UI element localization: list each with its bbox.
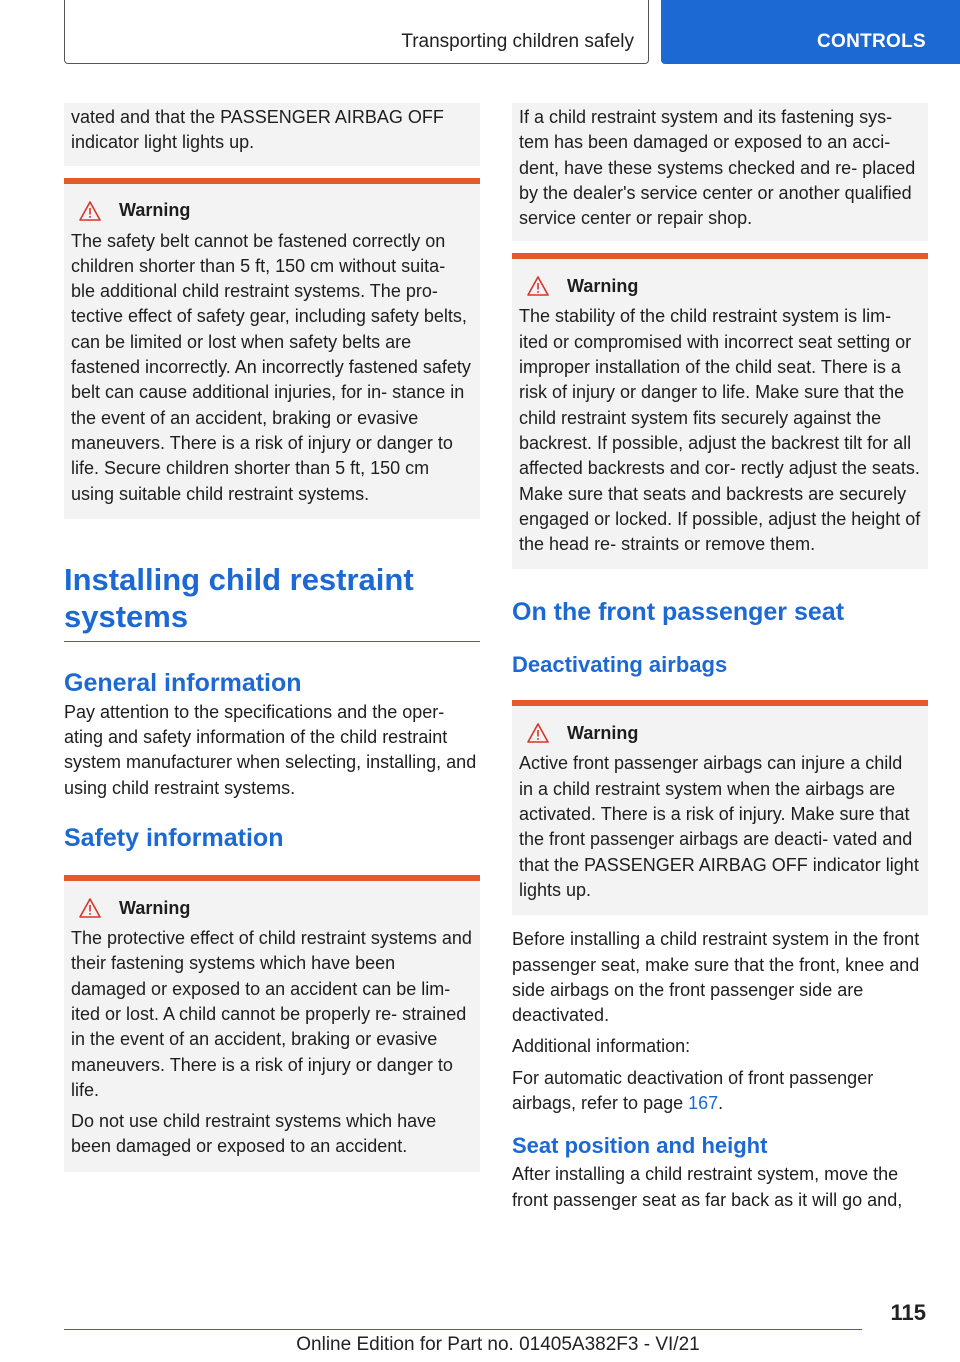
continued-text: If a child restraint system and its fastening sys- tem has been damaged or exposed to an acci- dent, have these systems checked and re- placed by the dealer's service center or another qualified service center or repair shop.	[519, 107, 916, 229]
warning-text: Active front passenger airbags can injure a child in a child restraint system when the airbags are activated. There is a risk of injury. Make sure that the front passenger airbags are deacti- vated and that the PASSENGER AIRBAG OFF indicator light lights up.	[519, 753, 919, 900]
left-column	[64, 103, 480, 1172]
warning-triangle-icon	[527, 723, 549, 743]
warning-triangle-icon	[527, 276, 549, 296]
header-section-tab	[64, 0, 649, 64]
warning-label: Warning	[567, 722, 639, 743]
header-chapter-tab	[661, 0, 960, 64]
auto-text-pre: For automatic deactivation of front passenger airbags, refer to page	[512, 1067, 874, 1114]
warning-text: Do not use child restraint systems which have been damaged or exposed to an accident.	[71, 1111, 437, 1157]
right-column	[512, 103, 928, 1213]
section-title: Transporting children safely	[401, 31, 634, 52]
chapter-title: CONTROLS	[816, 31, 926, 52]
warning-text: The safety belt cannot be fastened correctly on children shorter than 5 ft, 150 cm without suita- ble additional child restraint systems. The pro- tective effect of safety gear, including safety belts, can be limited or lost when safety belts are fastened incorrectly. An incorrectly fastened safety belt can cause additional injuries, for in- stance in the event of an accident, braking or evasive maneuvers. There is a risk of injury or danger to life. Secure children shorter than 5 ft, 150 cm using suitable child restraint systems.	[71, 230, 471, 504]
before-installing-text: Before installing a child restraint system in the front passenger seat, make sure that the front, knee and side airbags on the front passenger side are deactivated.	[512, 929, 920, 1026]
footer-edition: Online Edition for Part no. 01405A382F3 - VI/21	[296, 1334, 700, 1355]
additional-info-label: Additional information:	[512, 1036, 691, 1057]
heading-safety-information: Safety information	[64, 824, 284, 853]
warning-triangle-icon	[79, 898, 101, 918]
warning-box-stability	[512, 253, 928, 569]
warning-text: The protective effect of child restraint systems and their fastening systems which have been damaged or exposed to an accident can be lim- ited or lost. A child cannot be properly re- strained in the event of an accident, braking or evasive maneuvers. There is a risk of injury or danger to life.	[71, 928, 472, 1100]
page-link-167[interactable]: 167	[688, 1093, 719, 1114]
warning-box-damaged-restraints	[64, 875, 480, 1172]
warning-triangle-icon	[79, 201, 101, 221]
page-number: 115	[890, 1300, 926, 1325]
continued-warning-box	[64, 103, 480, 166]
heading-seat-position-height: Seat position and height	[512, 1133, 768, 1159]
general-information-text: Pay attention to the specifications and the oper- ating and safety information of the child restraint system manufacturer when selecting, installing, and using child restraint systems.	[64, 701, 477, 798]
heading-general-information: General information	[64, 668, 302, 697]
warning-box-active-airbags	[512, 700, 928, 915]
heading-deactivating-airbags: Deactivating airbags	[512, 652, 728, 678]
heading-installing-child-restraint: Installing child restraint systems	[64, 561, 480, 642]
warning-text: The stability of the child restraint system is lim- ited or compromised with incorrect seat setting or improper installation of the child seat. There is a risk of injury or danger to life. Make sure that the child restraint system fits securely against the backrest. If possible, adjust the backrest tilt for all affected backrests and cor- rectly adjust the seats. Make sure that seats and backrests are securely engaged or locked. If possible, adjust the height of the head re- straints or remove them.	[519, 306, 921, 555]
warning-label: Warning	[567, 275, 639, 296]
continued-text: vated and that the PASSENGER AIRBAG OFF indicator light lights up.	[71, 107, 444, 153]
heading-front-passenger-seat: On the front passenger seat	[512, 598, 845, 627]
automatic-deactivation-text	[512, 1066, 928, 1117]
warning-label: Warning	[119, 897, 191, 918]
seat-position-text: After installing a child restraint system, move the front passenger seat as far back as it will go and,	[512, 1164, 903, 1210]
continued-warning-box	[512, 103, 928, 241]
warning-box-safety-belt	[64, 178, 480, 519]
footer-divider	[64, 1329, 862, 1330]
warning-label: Warning	[119, 200, 191, 221]
auto-text-post: .	[718, 1093, 724, 1114]
